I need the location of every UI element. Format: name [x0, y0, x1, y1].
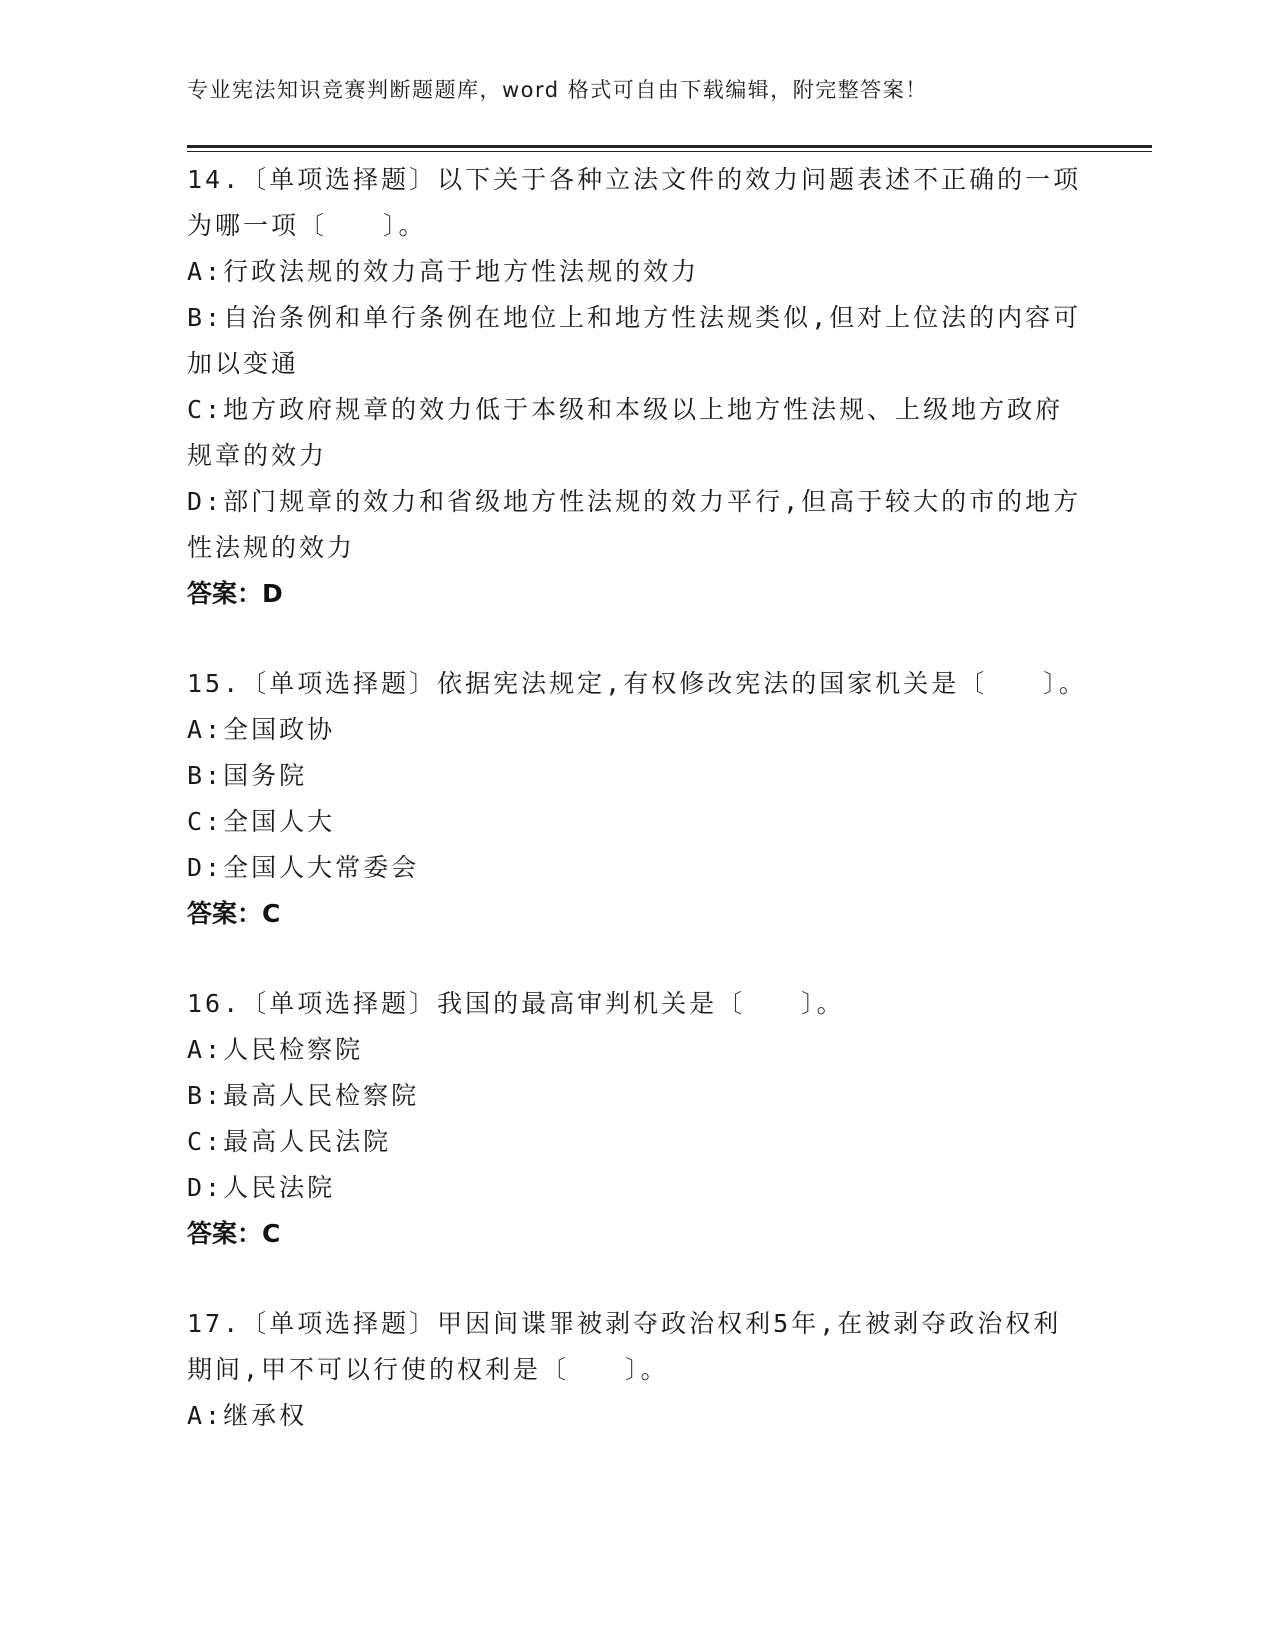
header-divider-thin	[187, 151, 1152, 152]
question-14	[187, 157, 1087, 617]
option-d: D:全国人大常委会	[187, 853, 420, 882]
option-c: C:最高人民法院	[187, 1127, 392, 1156]
document-header: 专业宪法知识竞赛判断题题库，word 格式可自由下载编辑，附完整答案！	[187, 78, 928, 102]
question-stem: 17.〔单项选择题〕甲因间谍罪被剥夺政治权利5年,在被剥夺政治权利期间,甲不可以行使的权利是〔 〕。	[187, 1309, 1062, 1384]
option-b: B:国务院	[187, 761, 308, 790]
option-c: C:地方政府规章的效力低于本级和本级以上地方性法规、上级地方政府规章的效力	[187, 395, 1064, 470]
option-b: B:自治条例和单行条例在地位上和地方性法规类似,但对上位法的内容可加以变通	[187, 303, 1082, 378]
answer-label: 答案：C	[187, 1219, 281, 1248]
header-divider-thick	[187, 145, 1152, 148]
option-a: A:继承权	[187, 1401, 308, 1430]
question-list	[187, 157, 1087, 1483]
question-15	[187, 661, 1087, 937]
option-a: A:行政法规的效力高于地方性法规的效力	[187, 257, 700, 286]
answer-label: 答案：D	[187, 579, 283, 608]
option-d: D:人民法院	[187, 1173, 336, 1202]
option-a: A:人民检察院	[187, 1035, 364, 1064]
question-stem: 16.〔单项选择题〕我国的最高审判机关是〔 〕。	[187, 989, 845, 1018]
question-stem: 14.〔单项选择题〕以下关于各种立法文件的效力问题表述不正确的一项为哪一项〔 〕。	[187, 165, 1082, 240]
option-b: B:最高人民检察院	[187, 1081, 420, 1110]
answer-label: 答案：C	[187, 899, 281, 928]
question-stem: 15.〔单项选择题〕依据宪法规定,有权修改宪法的国家机关是〔 〕。	[187, 669, 1087, 698]
option-c: C:全国人大	[187, 807, 336, 836]
option-d: D:部门规章的效力和省级地方性法规的效力平行,但高于较大的市的地方性法规的效力	[187, 487, 1082, 562]
question-17	[187, 1301, 1087, 1439]
question-16	[187, 981, 1087, 1257]
option-a: A:全国政协	[187, 715, 336, 744]
